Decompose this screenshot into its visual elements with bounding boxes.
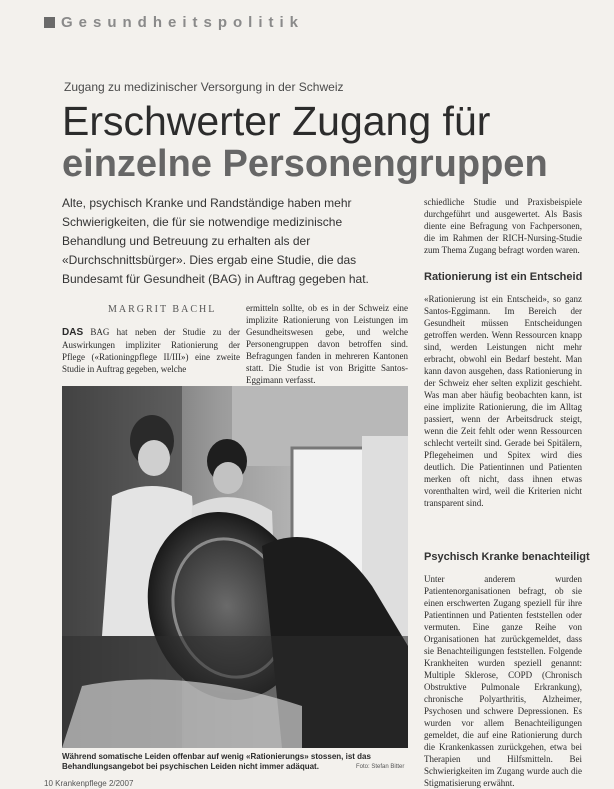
author-byline: MARGRIT BACHL	[108, 304, 217, 315]
article-subtitle: Zugang zu medizinischer Versorgung in der Schweiz	[64, 80, 344, 94]
body-column-3-psychisch: Unter anderem wurden Patientenorganisationen befragt, ob sie einen erschwerten Zugang speziell für ihre Patientinnen und Patienten feststellen oder vermuten. Eine ganze Reihe von Organisationen hat zurückgemeldet, dass sie Benachteiligungen feststellen. Folgende Krankheiten wurden speziell genannt: Multiple Sklerose, COPD (Chronisch Obstruktive Pulmonale Erkrankung), chronische Polyarthritis, Alzheimer, Psychosen und schwere Depressionen. Es wurden vor allem Benachteiligungen gemeldet, die auf eine Rationierung durch die Krankenkassen zurückgehen, etwa bei Therapien und Hilfsmitteln. Bei Schwierigkeiten im Zugang wurde auch die Stigmatisierung erwähnt.	[424, 574, 582, 788]
article-title-line2: einzelne Personengruppen	[62, 143, 548, 185]
dropcap: DAS	[62, 327, 84, 338]
body-column-3-rationierung: «Rationierung ist ein Entscheid», so ganz Santos-Eggimann. Im Bereich der Gesundheit müssen Entscheidungen getroffen werden. Wenn Ressourcen knapp sind, werden Leistungen nicht mehr erbracht, obwohl ein Bedarf besteht. Man kann davon ausgehen, dass Rationierung in der Schweiz eher selten explizit geschieht. Was man aber häufig beobachten kann, ist eine implizite Rationierung, die im Alltag passiert, wenn der Arbeitsdruck steigt, wenn die Zeit fehlt oder wenn Ressourcen schlecht verteilt sind. Gerade bei Spitälern, Pflegeheimen und Spitex wird dies deutlich. Die Patientinnen und Patienten merken oft nicht, dass ihnen etwas vorenthalten wird, weil die Kriterien nicht transparent sind.	[424, 294, 582, 508]
article-photo	[62, 386, 408, 748]
body-column-1	[62, 326, 240, 375]
article-lead: Alte, psychisch Kranke und Randständige haben mehr Schwierigkeiten, die für sie notwendige medizinische Behandlung und Betreuung zu erhalten als der «Durchschnittsbürger». Dies ergab eine Studie, die das Bundesamt für Gesundheit (BAG) in Auftrag gegeben hat.	[62, 196, 369, 286]
section-label	[44, 14, 304, 31]
page-folio: 10 Krankenpflege 2/2007	[44, 779, 134, 788]
body-column-2: ermitteln sollte, ob es in der Schweiz eine implizite Rationierung von Leistungen im Gesundheitswesen gebe, und welche Personengruppen davon betroffen sind. Befragungen fanden in mehreren Kantonen statt. Die Studie ist von Brigitte Santos-Eggimann verfasst.	[246, 303, 408, 385]
body-column-1-text: BAG hat neben der Studie zu der Auswirkungen impliziter Rationierung der Pflege («Rationingpflege II/III») eine zweite Studie in Auftrag gegeben, welche	[62, 327, 241, 374]
section-marker-icon	[44, 17, 55, 28]
article-title-line1: Erschwerter Zugang für	[62, 98, 491, 144]
subheading-rationierung: Rationierung ist ein Entscheid	[424, 271, 583, 283]
photo-image	[62, 386, 408, 748]
body-column-3-intro: schiedliche Studie und Praxisbeispiele durchgeführt und ausgewertet. Als Basis diente eine Befragung von Fachpersonen, die im Rahmen der RICH-Nursing-Studie zum Thema Zugang befragt worden waren.	[424, 197, 582, 255]
subheading-psychisch-kranke: Psychisch Kranke benachteiligt	[424, 551, 590, 563]
photo-caption: Während somatische Leiden offenbar auf wenig «Rationierungs» stossen, ist das Behandlungsangebot bei psychischen Leiden nicht immer adäquat.	[62, 752, 371, 771]
section-label-text: Gesundheitspolitik	[61, 14, 305, 31]
photo-credit: Foto: Stefan Bitter	[356, 764, 405, 770]
